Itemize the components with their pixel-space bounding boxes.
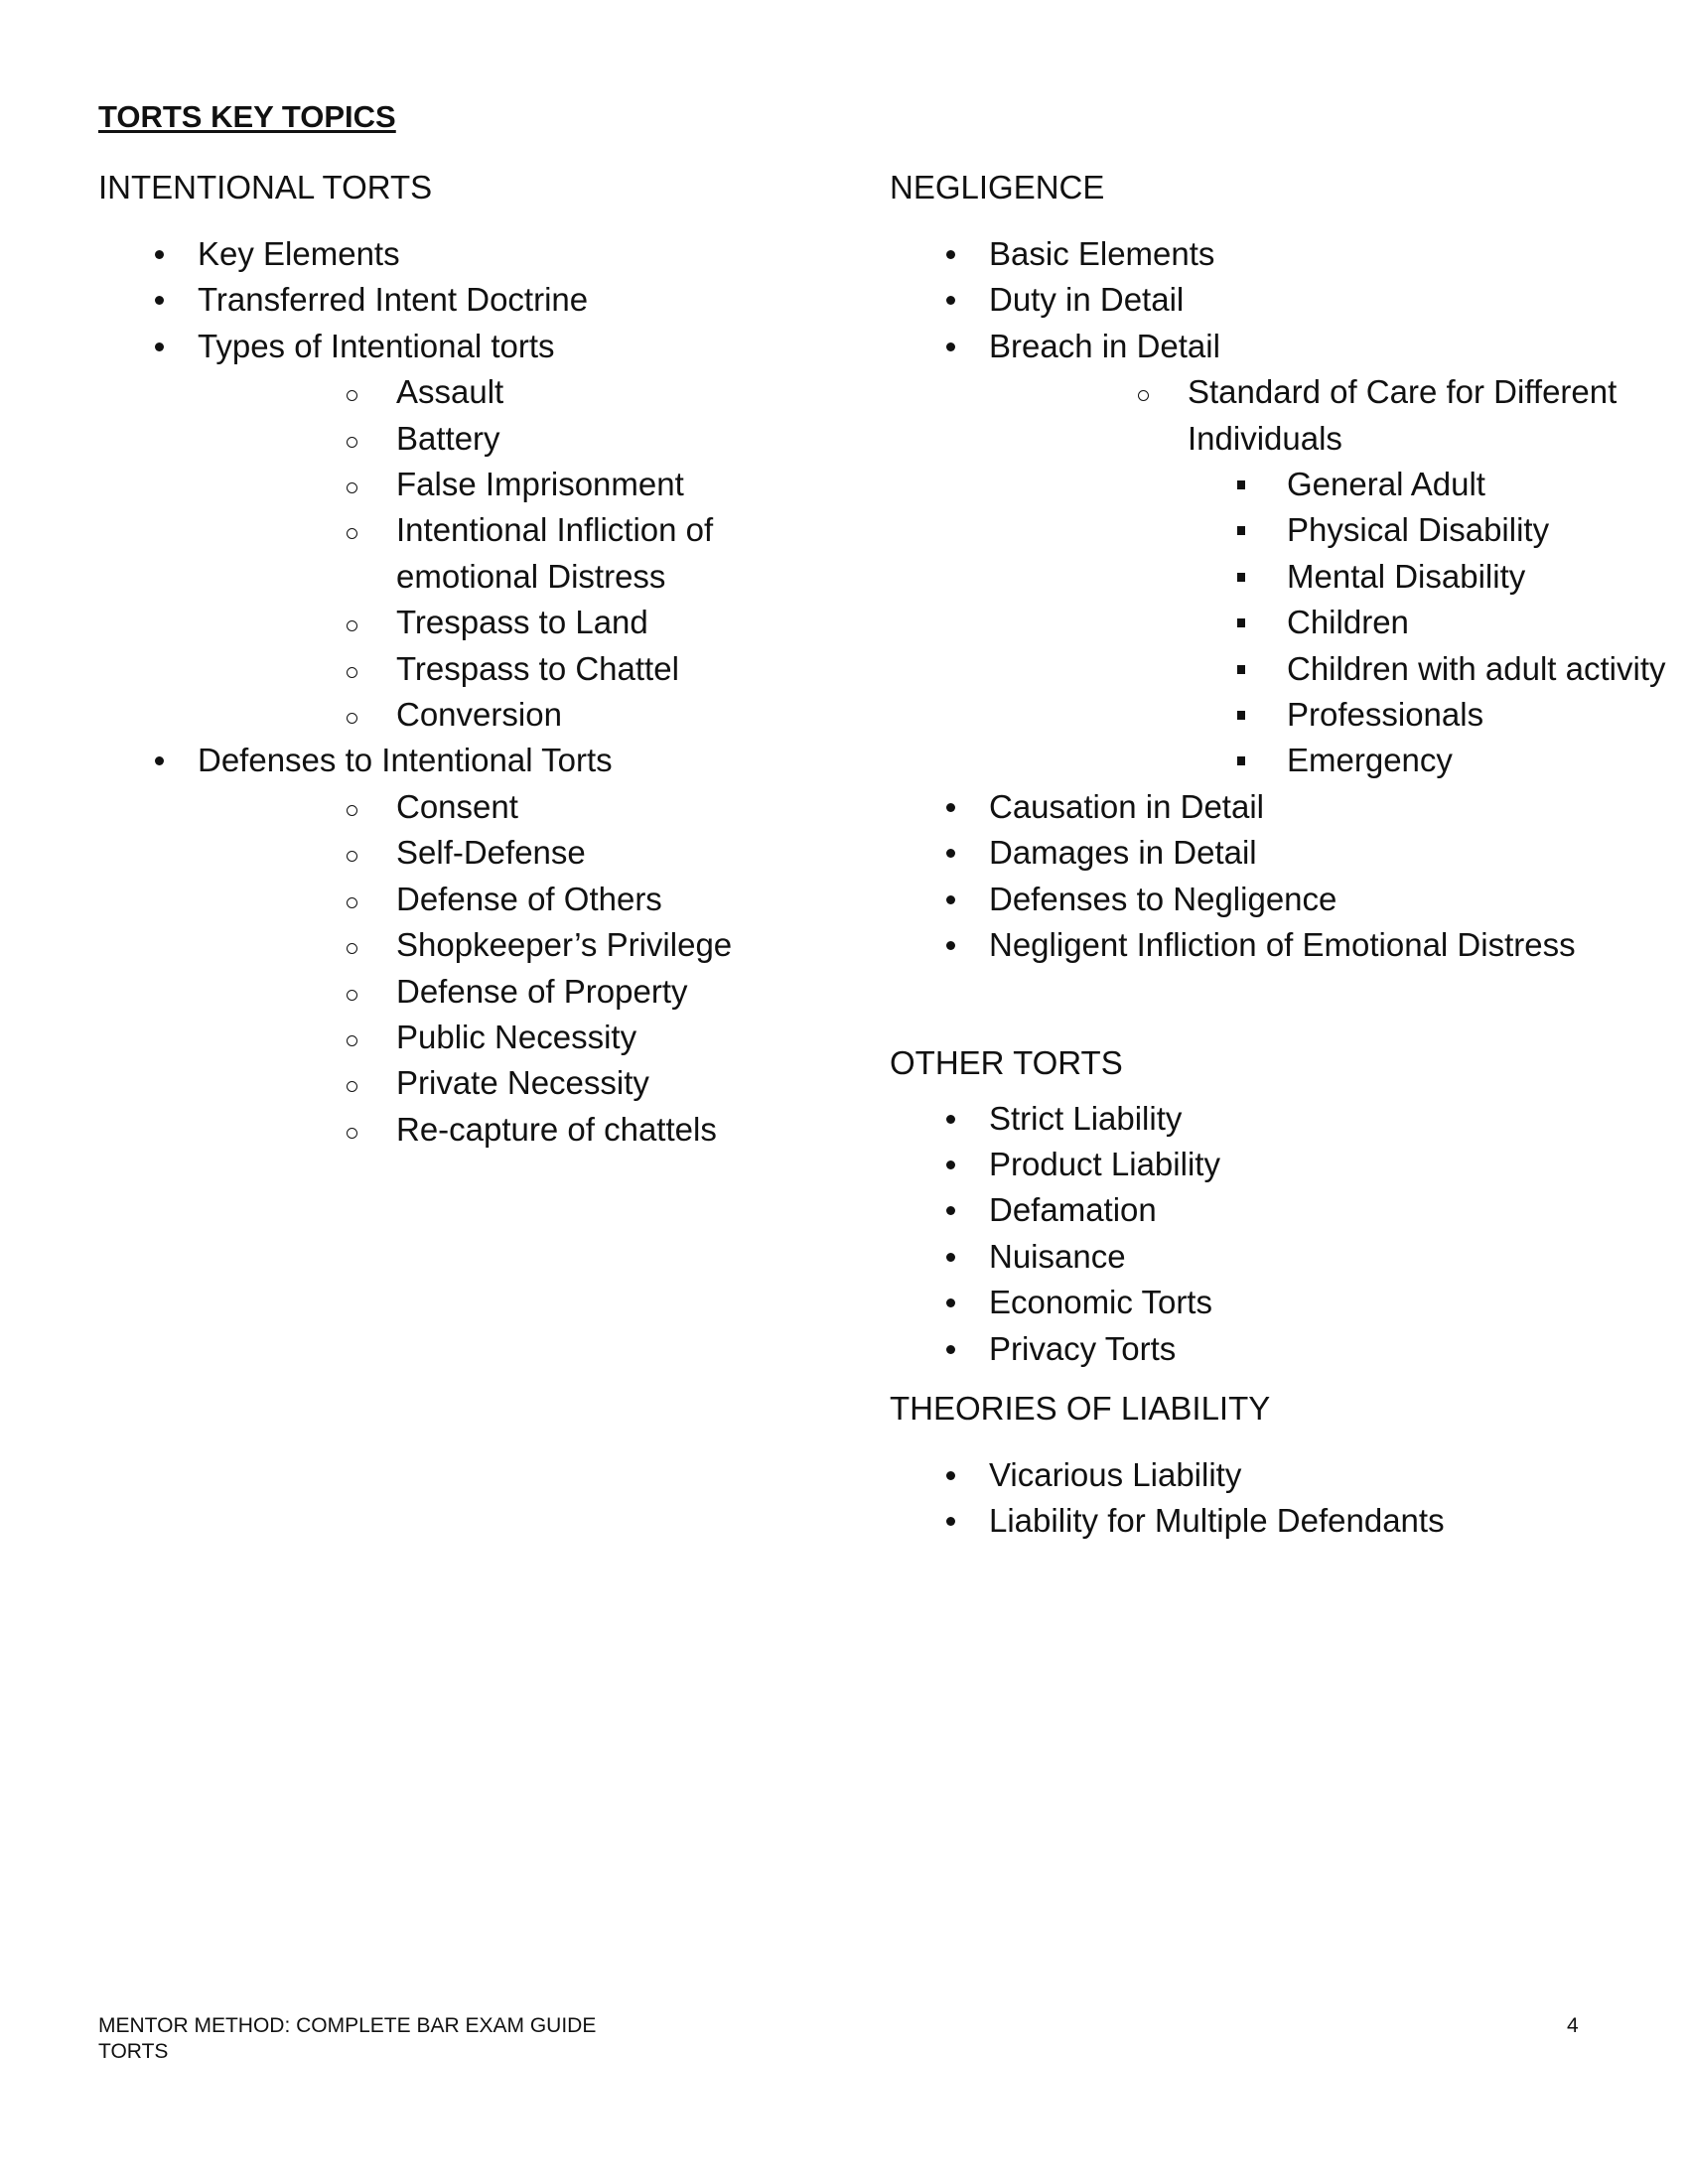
list-item: Private Necessity	[198, 1060, 793, 1106]
other-torts-heading: OTHER TORTS	[890, 1043, 1123, 1081]
list-item: Privacy Torts	[890, 1326, 1624, 1372]
list-item: Consent	[198, 784, 793, 830]
list-item: Causation in Detail	[890, 784, 1624, 830]
page-number: 4	[1567, 2014, 1579, 2037]
list-item: Intentional Infliction of emotional Distress	[198, 507, 793, 600]
list-item: Mental Disability	[989, 554, 1624, 600]
negligence-list	[890, 231, 1666, 969]
theories-list	[890, 1452, 1624, 1545]
intentional-torts-list	[98, 231, 793, 1153]
list-item: Re-capture of chattels	[198, 1107, 793, 1153]
list-item: Children with adult activity	[989, 646, 1624, 692]
list-item: Standard of Care for Different Individuals General Adult Physical Disability Mental Disability Children Children with adult activity Professionals Emergency	[989, 369, 1624, 784]
list-item: Defense of Property	[198, 969, 793, 1015]
list-item: Liability for Multiple Defendants	[890, 1498, 1624, 1544]
page-footer	[98, 2013, 596, 2065]
list-item: Public Necessity	[198, 1015, 793, 1060]
list-item: Professionals	[989, 692, 1624, 738]
list-item: Duty in Detail	[890, 277, 1624, 323]
standard-of-care-sublist	[989, 462, 1666, 784]
list-item: Battery	[198, 416, 793, 462]
list-item: Trespass to Chattel	[198, 646, 793, 692]
list-item: Physical Disability	[989, 507, 1624, 553]
list-item: Strict Liability	[890, 1096, 1624, 1142]
theories-heading: THEORIES OF LIABILITY	[890, 1389, 1271, 1427]
list-item: General Adult	[989, 462, 1624, 507]
types-sublist	[198, 369, 793, 738]
list-item: False Imprisonment	[198, 462, 793, 507]
breach-sublist	[989, 369, 1666, 784]
list-item: Nuisance	[890, 1234, 1624, 1280]
list-item: Transferred Intent Doctrine	[98, 277, 793, 323]
list-item: Assault	[198, 369, 793, 415]
negligence-heading: NEGLIGENCE	[890, 169, 1105, 205]
list-item: Economic Torts	[890, 1280, 1624, 1325]
page-title: TORTS KEY TOPICS	[98, 99, 396, 134]
list-item: Defense of Others	[198, 877, 793, 922]
list-item: Conversion	[198, 692, 793, 738]
left-column	[98, 165, 793, 1153]
footer-subject: TORTS	[98, 2040, 169, 2063]
list-item: Key Elements	[98, 231, 793, 277]
footer-guide-title: MENTOR METHOD: COMPLETE BAR EXAM GUIDE	[98, 2014, 597, 2037]
list-item: Breach in Detail Standard of Care for Different Individuals General Adult Physical Disability Mental Disability Children Children with adult activity Professionals Emergency	[890, 324, 1624, 784]
list-item: Vicarious Liability	[890, 1452, 1624, 1498]
list-item: Self-Defense	[198, 830, 793, 876]
list-item: Emergency	[989, 738, 1624, 783]
list-item: Negligent Infliction of Emotional Distress	[890, 922, 1624, 968]
list-item: Damages in Detail	[890, 830, 1624, 876]
list-item: Types of Intentional torts Assault Battery False Imprisonment Intentional Infliction of emotional Distress Trespass to Land Trespass to Chattel Conversion	[98, 324, 793, 739]
other-torts-list	[890, 1096, 1624, 1372]
list-item: Basic Elements	[890, 231, 1624, 277]
list-item: Defamation	[890, 1187, 1624, 1233]
list-item: Shopkeeper’s Privilege	[198, 922, 793, 968]
defenses-sublist	[198, 784, 793, 1153]
list-item: Defenses to Negligence	[890, 877, 1624, 922]
list-item: Product Liability	[890, 1142, 1624, 1187]
list-item: Children	[989, 600, 1624, 645]
intentional-torts-heading: INTENTIONAL TORTS	[98, 169, 433, 205]
right-column	[890, 165, 1666, 1545]
list-item: Defenses to Intentional Torts Consent Self-Defense Defense of Others Shopkeeper’s Privilege Defense of Property Public Necessity Private Necessity Re-capture of chattels	[98, 738, 793, 1153]
list-item: Trespass to Land	[198, 600, 793, 645]
